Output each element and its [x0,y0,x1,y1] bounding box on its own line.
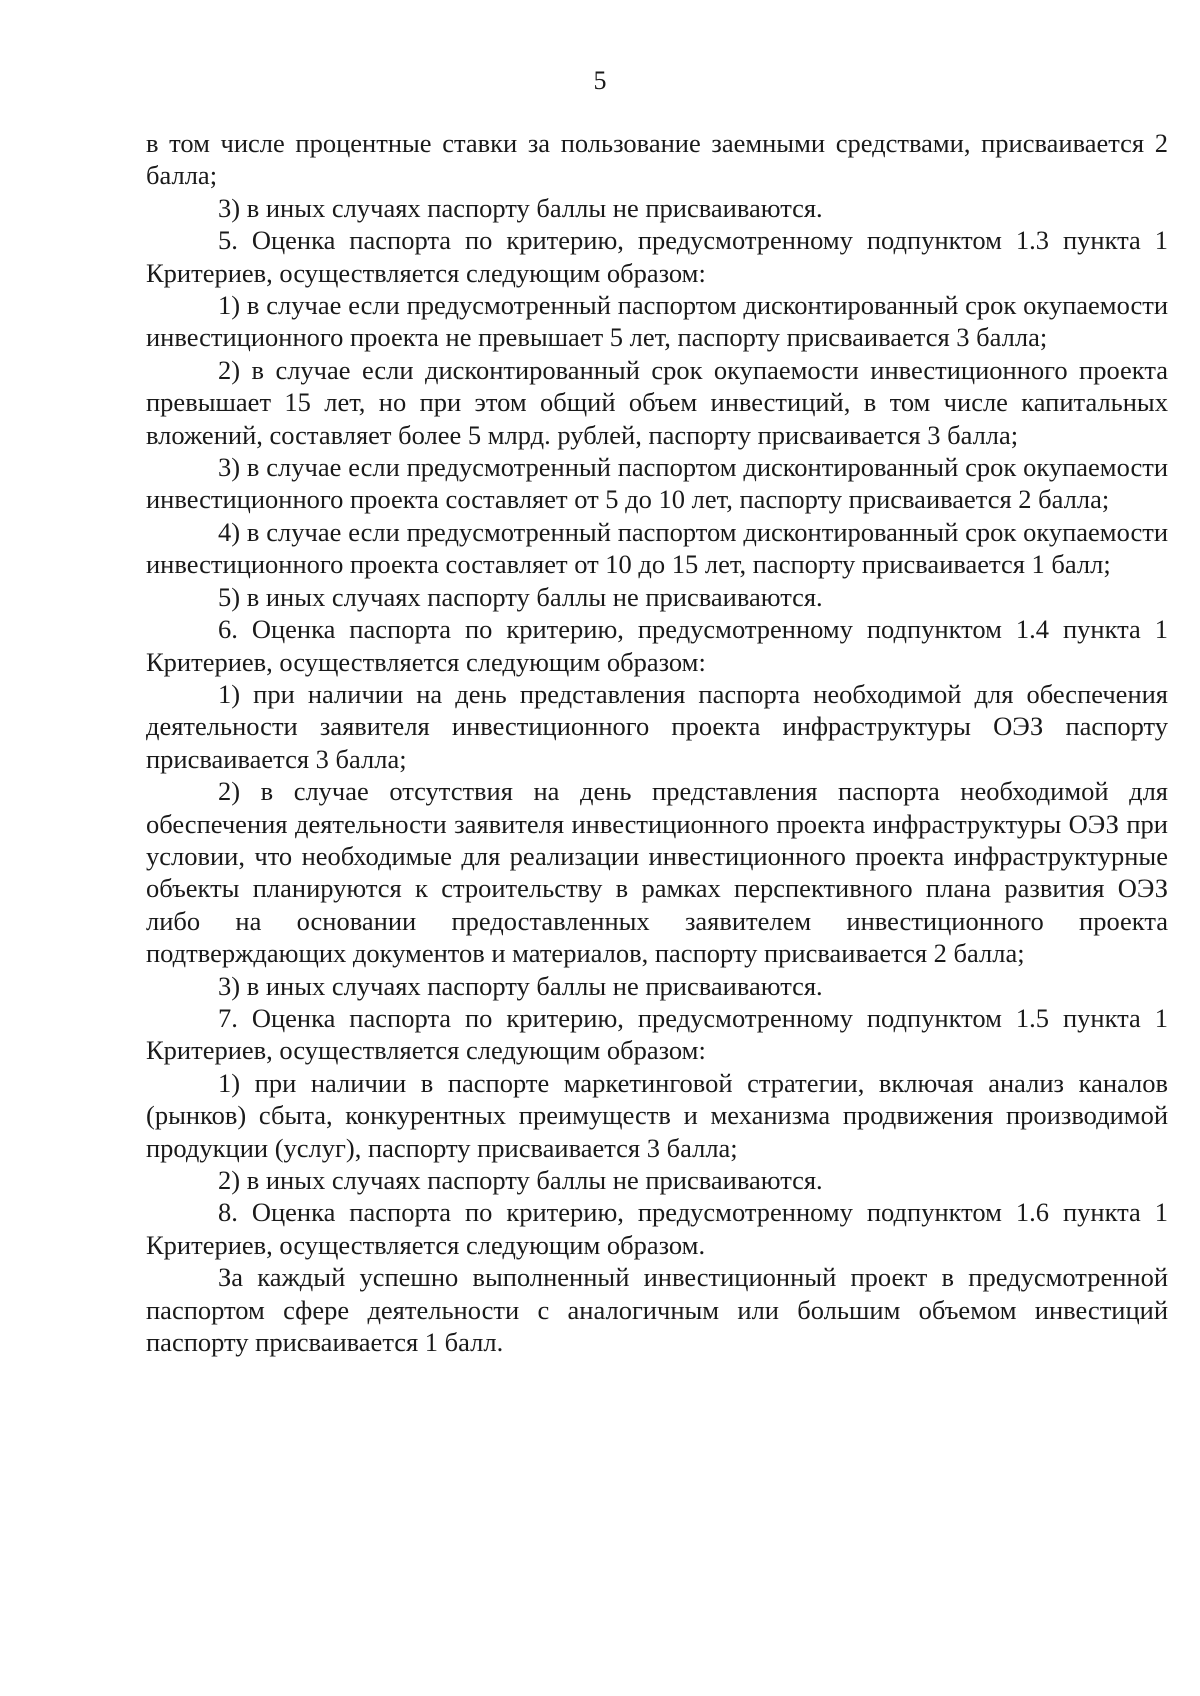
paragraph-item: 1) при наличии в паспорте маркетинговой стратегии, включая анализ каналов (рынков) сбыта, конкурентных преимуществ и механизма продвижения производимой продукции (услуг), паспорту присваивается 3 балла; [146,1067,1168,1163]
paragraph-section-5: 5. Оценка паспорта по критерию, предусмотренному подпунктом 1.3 пункта 1 Критериев, осуществляется следующим образом: [146,225,1168,288]
paragraph-item: 1) в случае если предусмотренный паспортом дисконтированный срок окупаемости инвестиционного проекта не превышает 5 лет, паспорту присваивается 3 балла; [146,290,1168,353]
paragraph-continuation: в том числе процентные ставки за пользование заемными средствами, присваивается 2 балла; [146,128,1168,191]
document-body [146,127,1168,1358]
paragraph-item: 3) в случае если предусмотренный паспортом дисконтированный срок окупаемости инвестиционного проекта составляет от 5 до 10 лет, паспорту присваивается 2 балла; [146,452,1168,515]
paragraph-item: 2) в случае отсутствия на день представления паспорта необходимой для обеспечения деятельности заявителя инвестиционного проекта инфраструктуры ОЭЗ при условии, что необходимые для реализации инвестиционного проекта инфраструктурные объекты планируются к строительству в рамках перспективного плана развития ОЭЗ либо на основании предоставленных заявителем инвестиционного проекта подтверждающих документов и материалов, паспорту присваивается 2 балла; [146,776,1168,969]
paragraph-item: 3) в иных случаях паспорту баллы не присваиваются. [218,970,823,1001]
paragraph-item: 4) в случае если предусмотренный паспортом дисконтированный срок окупаемости инвестиционного проекта составляет от 10 до 15 лет, паспорту присваивается 1 балл; [146,516,1168,580]
paragraph-item: 2) в случае если дисконтированный срок окупаемости инвестиционного проекта превышает 15 лет, но при этом общий объем инвестиций, в том числе капитальных вложений, составляет более 5 млрд. рублей, паспорту присваивается 3 балла; [146,354,1168,450]
paragraph-item: 3) в иных случаях паспорту баллы не присваиваются. [218,192,823,223]
paragraph-item: 2) в иных случаях паспорту баллы не присваиваются. [218,1165,823,1195]
page-number: 5 [593,66,607,95]
paragraph-item: 1) при наличии на день представления паспорта необходимой для обеспечения деятельности заявителя инвестиционного проекта инфраструктуры ОЭЗ паспорту присваивается 3 балла; [146,678,1168,774]
paragraph-section-6: 6. Оценка паспорта по критерию, предусмотренному подпунктом 1.4 пункта 1 Критериев, осуществляется следующим образом: [146,614,1168,677]
paragraph-closing: За каждый успешно выполненный инвестиционный проект в предусмотренной паспортом сфере деятельности с аналогичным или большим объемом инвестиций паспорту присваивается 1 балл. [146,1262,1168,1358]
paragraph-section-7: 7. Оценка паспорта по критерию, предусмотренному подпунктом 1.5 пункта 1 Критериев, осуществляется следующим образом: [146,1002,1168,1066]
paragraph-item: 5) в иных случаях паспорту баллы не присваиваются. [218,581,823,612]
paragraph-section-8: 8. Оценка паспорта по критерию, предусмотренному подпунктом 1.6 пункта 1 Критериев, осуществляется следующим образом. [146,1197,1168,1260]
